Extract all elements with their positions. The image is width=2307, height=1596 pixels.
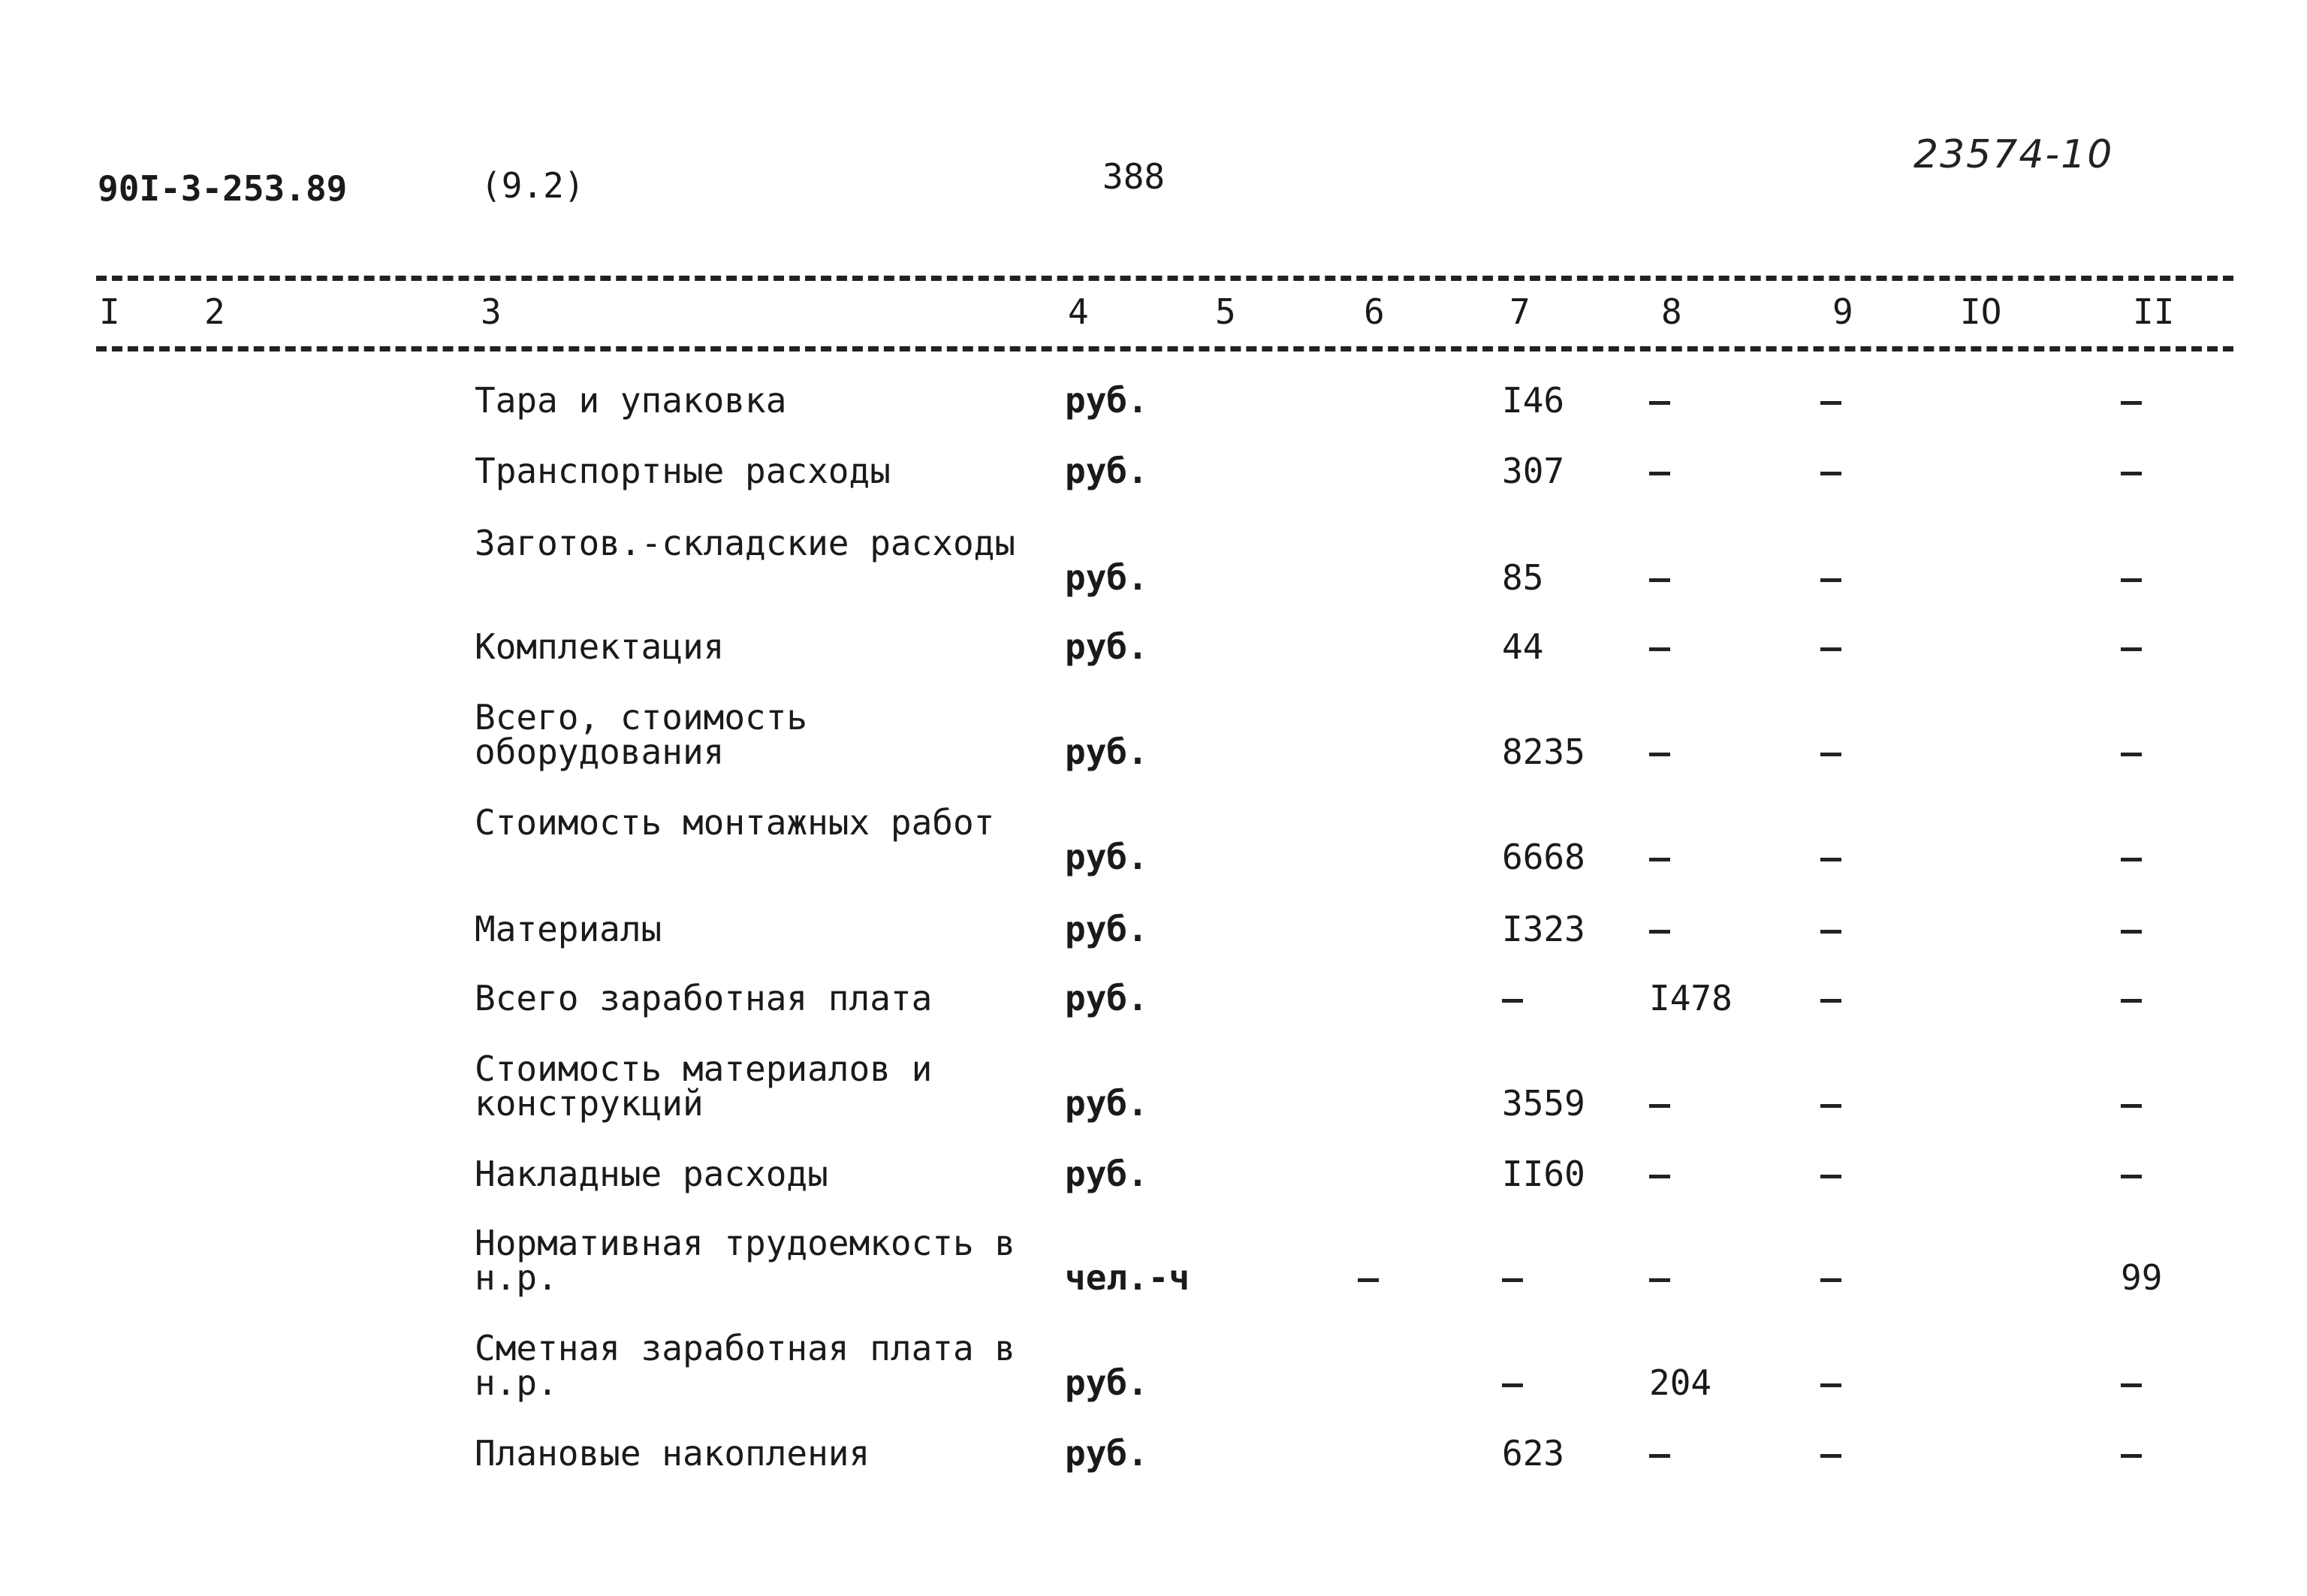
- dash-mark: [2121, 1454, 2142, 1458]
- page-number: 388: [1102, 156, 1166, 197]
- dash-mark: [1820, 930, 1841, 934]
- col9-value: [1820, 981, 1841, 1015]
- column-number-8: 8: [1661, 291, 1682, 332]
- row-name: Нормативная трудоемкость в н.р.: [475, 1223, 1016, 1298]
- col11-value: [2121, 1086, 2142, 1121]
- col8-value: [1649, 1260, 1670, 1295]
- col9-value: [1820, 383, 1841, 418]
- column-number-11: II: [2133, 291, 2175, 332]
- col8-value: [1649, 454, 1670, 488]
- handwritten-number: 23574-10: [1913, 132, 2114, 177]
- col11-value: [2121, 629, 2142, 664]
- column-number-9: 9: [1832, 291, 1853, 332]
- row-name: Всего заработная плата: [475, 978, 933, 1018]
- dash-mark: [1649, 472, 1670, 475]
- col7-value: 307: [1502, 451, 1565, 491]
- column-number-10: IO: [1960, 291, 2002, 332]
- row-name: Комплектация: [475, 626, 725, 667]
- col8-value: [1649, 912, 1670, 946]
- dash-mark: [1820, 999, 1841, 1003]
- row-name: Сметная заработная плата в н.р.: [475, 1328, 1016, 1403]
- col9-value: [1820, 735, 1841, 769]
- row-unit: руб.: [1065, 1083, 1148, 1124]
- column-number-3: 3: [481, 291, 502, 332]
- row-unit: руб.: [1065, 837, 1148, 877]
- row-unit: руб.: [1065, 978, 1148, 1018]
- row-unit: руб.: [1065, 1154, 1148, 1194]
- row-name: Стоимость материалов и конструкций: [475, 1048, 933, 1124]
- row-unit: чел.-ч: [1065, 1257, 1190, 1298]
- col9-value: [1820, 840, 1841, 874]
- col8-value: [1649, 560, 1670, 595]
- row-unit: руб.: [1065, 451, 1148, 491]
- document-code: 90I-3-253.89: [98, 168, 348, 209]
- dash-mark: [1820, 472, 1841, 475]
- dash-mark: [2121, 930, 2142, 934]
- col11-value: [2121, 1365, 2142, 1400]
- dash-mark: [1820, 1175, 1841, 1178]
- col11-value: [2121, 1157, 2142, 1191]
- col7-value: 44: [1502, 626, 1544, 667]
- col9-value: [1820, 1157, 1841, 1191]
- dash-mark: [2121, 999, 2142, 1003]
- col11-value: [2121, 981, 2142, 1015]
- col11-value: [2121, 454, 2142, 488]
- col8-value: [1649, 383, 1670, 418]
- dash-mark: [1649, 753, 1670, 756]
- col8-value: [1649, 1157, 1670, 1191]
- dash-mark: [1649, 1278, 1670, 1282]
- dash-mark: [1649, 401, 1670, 405]
- column-number-1: I: [99, 291, 120, 332]
- column-number-7: 7: [1509, 291, 1530, 332]
- col8-value: I478: [1649, 978, 1733, 1018]
- row-unit: руб.: [1065, 909, 1148, 949]
- dash-mark: [2121, 1383, 2142, 1387]
- col8-value: [1649, 1436, 1670, 1471]
- column-number-6: 6: [1364, 291, 1385, 332]
- column-number-5: 5: [1215, 291, 1236, 332]
- dash-mark: [1820, 578, 1841, 582]
- column-number-2: 2: [204, 291, 225, 332]
- col8-value: [1649, 1086, 1670, 1121]
- dash-mark: [1820, 1104, 1841, 1108]
- dash-mark: [2121, 1175, 2142, 1178]
- col11-value: [2121, 383, 2142, 418]
- row-name: Заготов.-складские расходы: [475, 523, 1016, 563]
- dash-mark: [1502, 1278, 1523, 1282]
- dash-mark: [2121, 647, 2142, 651]
- dash-mark: [1502, 999, 1523, 1003]
- col7-value: I323: [1502, 909, 1585, 949]
- row-name: Тара и упаковка: [475, 380, 787, 421]
- col8-value: [1649, 840, 1670, 874]
- dash-mark: [2121, 472, 2142, 475]
- dash-mark: [1649, 930, 1670, 934]
- dash-mark: [1502, 1383, 1523, 1387]
- col7-value: 85: [1502, 557, 1544, 598]
- col7-value: [1502, 981, 1523, 1015]
- col6-value: [1358, 1260, 1379, 1295]
- col11-value: [2121, 1436, 2142, 1471]
- dash-mark: [1820, 401, 1841, 405]
- dash-mark: [1820, 753, 1841, 756]
- dash-mark: [1820, 1383, 1841, 1387]
- row-unit: руб.: [1065, 557, 1148, 598]
- row-name: Стоимость монтажных работ: [475, 802, 995, 843]
- col11-value: [2121, 735, 2142, 769]
- col9-value: [1820, 1365, 1841, 1400]
- col11-value: [2121, 840, 2142, 874]
- dash-mark: [2121, 401, 2142, 405]
- col9-value: [1820, 912, 1841, 946]
- col9-value: [1820, 454, 1841, 488]
- col9-value: [1820, 1260, 1841, 1295]
- row-name: Плановые накопления: [475, 1433, 870, 1474]
- section-number: (9.2): [481, 165, 585, 206]
- row-name: Всего, стоимость оборудования: [475, 697, 808, 772]
- col11-value: [2121, 560, 2142, 595]
- col9-value: [1820, 560, 1841, 595]
- dash-mark: [1649, 1454, 1670, 1458]
- dash-mark: [1649, 647, 1670, 651]
- col7-value: 623: [1502, 1433, 1565, 1474]
- dash-mark: [1820, 1278, 1841, 1282]
- dash-mark: [1649, 1175, 1670, 1178]
- col9-value: [1820, 629, 1841, 664]
- col7-value: 8235: [1502, 732, 1585, 772]
- col8-value: 204: [1649, 1362, 1712, 1403]
- dash-mark: [2121, 578, 2142, 582]
- col7-value: 3559: [1502, 1083, 1585, 1124]
- col7-value: [1502, 1365, 1523, 1400]
- dash-mark: [1820, 647, 1841, 651]
- col7-value: [1502, 1260, 1523, 1295]
- dash-mark: [1649, 1104, 1670, 1108]
- row-unit: руб.: [1065, 626, 1148, 667]
- dash-mark: [2121, 858, 2142, 861]
- row-unit: руб.: [1065, 732, 1148, 772]
- dash-mark: [1649, 578, 1670, 582]
- col11-value: 99: [2121, 1257, 2163, 1298]
- row-unit: руб.: [1065, 380, 1148, 421]
- col11-value: [2121, 912, 2142, 946]
- dash-mark: [2121, 1104, 2142, 1108]
- col8-value: [1649, 735, 1670, 769]
- col7-value: I46: [1502, 380, 1565, 421]
- row-name: Транспортные расходы: [475, 451, 891, 491]
- dash-mark: [1820, 1454, 1841, 1458]
- dash-mark: [2121, 753, 2142, 756]
- row-unit: руб.: [1065, 1433, 1148, 1474]
- row-name: Накладные расходы: [475, 1154, 828, 1194]
- col9-value: [1820, 1436, 1841, 1471]
- column-number-4: 4: [1068, 291, 1089, 332]
- dash-mark: [1820, 858, 1841, 861]
- col7-value: II60: [1502, 1154, 1585, 1194]
- dash-mark: [1649, 858, 1670, 861]
- row-name: Материалы: [475, 909, 662, 949]
- row-unit: руб.: [1065, 1362, 1148, 1403]
- col8-value: [1649, 629, 1670, 664]
- col7-value: 6668: [1502, 837, 1585, 877]
- dash-mark: [1358, 1278, 1379, 1282]
- col9-value: [1820, 1086, 1841, 1121]
